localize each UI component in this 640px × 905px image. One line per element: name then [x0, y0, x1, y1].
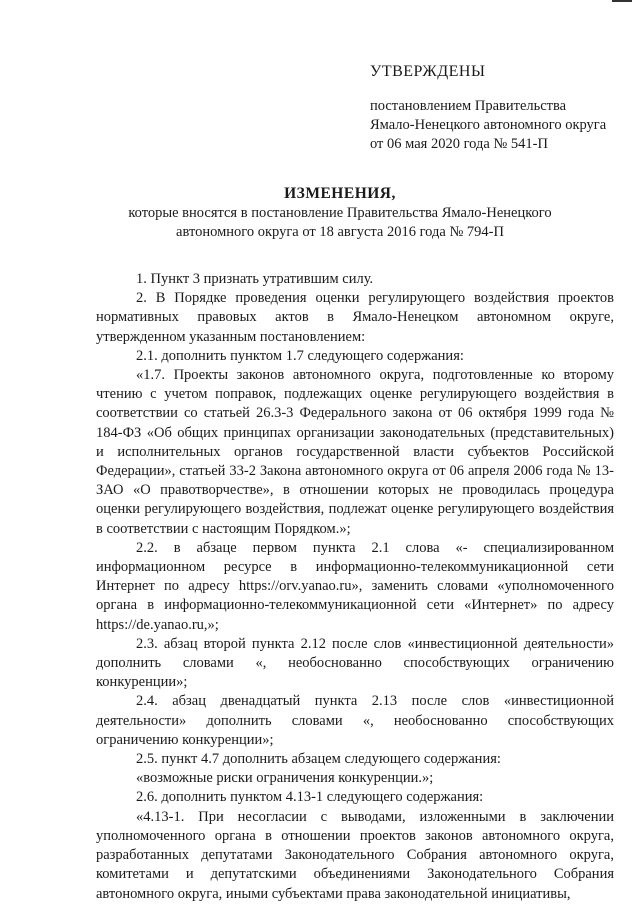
document-title-block [100, 184, 580, 242]
paragraph-2-6: 2.6. дополнить пунктом 4.13-1 следующего содержания: [136, 789, 484, 806]
approval-line-3: от 06 мая 2020 года № 541-П [370, 136, 548, 152]
paragraph-2-1: 2.1. дополнить пунктом 1.7 следующего содержания: [136, 347, 464, 364]
paragraph-2-2: 2.2. в абзаце первом пункта 2.1 слова «- специализированном информационном ресурсе в информационно-телекоммуникационной сети Интернет по адресу https://orv.yanao.ru», заменить словами «уполномоченного органа в информационно-телекоммуникационной сети «Интернет» по адресу https://de.yanao.ru,»; [96, 539, 614, 633]
document-body [96, 270, 614, 904]
paragraph-4-13-1-quote: «4.13-1. При несогласии с выводами, изложенными в заключении уполномоченного органа в отношении проектов законов автономного округа, разработанных депутатами Законодательного Собрания автономного округа, комитетами и депутатскими объединениями Законодательного Собрания автономного округа, иными субъектами права законодательной инициативы, [96, 808, 614, 902]
paragraph-1-7-quote: «1.7. Проекты законов автономного округа, подготовленные ко второму чтению с учетом поправок, подлежащих оценке регулирующего воздействия в соответствии со статьей 26.3-3 Федерального закона от 06 октября 1999 года № 184-ФЗ «Об общих принципах организации законодательных (представительных) и исполнительных органов государственной власти субъектов Российской Федерации», статьей 33-2 Закона автономного округа от 06 апреля 2006 года № 13-ЗАО «О правотворчестве», в отношении которых не проводилась процедура оценки регулирующего воздействия, подлежат оценке регулирующего воздействия в соответствии с настоящим Порядком.»; [96, 367, 614, 537]
approval-heading: УТВЕРЖДЕНЫ [370, 63, 486, 80]
paragraph-1: 1. Пункт 3 признать утратившим силу. [136, 271, 374, 287]
approval-block [370, 62, 606, 154]
paragraph-risk-quote: «возможные риски ограничения конкуренции.»; [136, 770, 434, 787]
approval-line-2: Ямало-Ненецкого автономного округа [370, 117, 607, 133]
document-title: ИЗМЕНЕНИЯ, [284, 185, 396, 202]
approval-line-1: постановлением Правительства [370, 98, 567, 114]
scan-corner-mark [612, 0, 632, 2]
document-subtitle: которые вносятся в постановление Правительства Ямало-Ненецкого автономного округа от 18 августа 2016 года № 794-П [128, 205, 552, 240]
paragraph-2: 2. В Порядке проведения оценки регулирующего воздействия проектов нормативных правовых актов в Ямало-Ненецком автономном округе, утвержденном указанным постановлением: [96, 290, 614, 345]
paragraph-2-3: 2.3. абзац второй пункта 2.12 после слов «инвестиционной деятельности» дополнить словами «, необоснованно способствующих ограничению конкуренции»; [96, 635, 614, 691]
paragraph-2-4: 2.4. абзац двенадцатый пункта 2.13 после слов «инвестиционной деятельности» дополнить словами «, необоснованно способствующих ограничению конкуренции»; [96, 693, 614, 748]
paragraph-2-5: 2.5. пункт 4.7 дополнить абзацем следующего содержания: [136, 751, 501, 768]
